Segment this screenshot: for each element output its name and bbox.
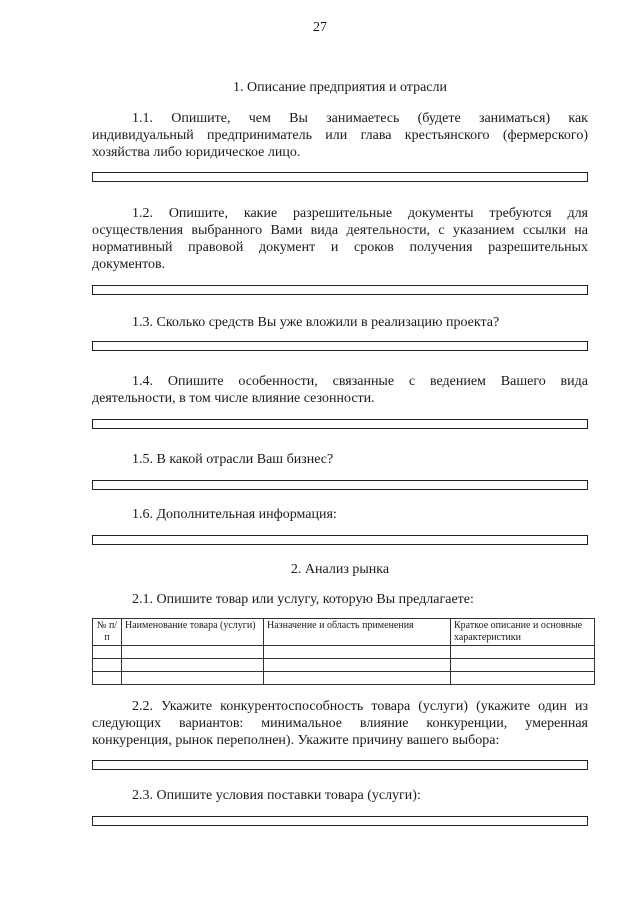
answer-box-1-4[interactable] [92,419,588,429]
table-cell[interactable] [264,672,451,685]
question-1-4: 1.4. Опишите особенности, связанные с ведением Вашего вида деятельности, в том числе влияние сезонности. [92,374,588,406]
table-cell[interactable] [93,659,122,672]
table-cell[interactable] [451,646,595,659]
header-description: Краткое описание и основные характеристики [451,619,595,646]
answer-box-2-3[interactable] [92,816,588,826]
table-row [93,646,595,659]
table-row [93,672,595,685]
answer-box-1-2[interactable] [92,285,588,295]
table-row [93,659,595,672]
question-1-3: 1.3. Сколько средств Вы уже вложили в реализацию проекта? [132,315,500,330]
answer-box-1-6[interactable] [92,535,588,545]
table-cell[interactable] [122,672,264,685]
table-cell[interactable] [93,672,122,685]
question-2-3: 2.3. Опишите условия поставки товара (услуги): [132,788,421,803]
question-1-2: 1.2. Опишите, какие разрешительные документы требуются для осуществления выбранного Вами вида деятельности, с указанием ссылки на нормативный правовой документ и сроков получения разрешительных документов. [92,206,588,272]
page-number: 27 [313,20,327,35]
table-cell[interactable] [264,646,451,659]
question-1-6: 1.6. Дополнительная информация: [132,507,337,522]
table-cell[interactable] [264,659,451,672]
section-2-heading: 2. Анализ рынка [290,562,390,577]
question-1-5: 1.5. В какой отрасли Ваш бизнес? [132,452,334,467]
question-1-1: 1.1. Опишите, чем Вы занимаетесь (будете заниматься) как индивидуальный предприниматель или глава крестьянского (фермерского) хозяйства либо юридическое лицо. [92,111,588,160]
header-purpose: Назначение и область применения [264,619,451,646]
table-cell[interactable] [93,646,122,659]
answer-box-1-1[interactable] [92,172,588,182]
table-cell[interactable] [122,659,264,672]
question-2-1: 2.1. Опишите товар или услугу, которую Вы предлагаете: [132,592,474,607]
header-name: Наименование товара (услуги) [122,619,264,646]
section-1-heading: 1. Описание предприятия и отрасли [232,80,447,95]
header-number: № п/п [93,619,122,646]
goods-table [92,618,595,685]
answer-box-1-3[interactable] [92,341,588,351]
question-2-2: 2.2. Укажите конкурентоспособность товара (услуги) (укажите один из следующих вариантов: минимальное влияние конкуренции, умеренная конкуренция, рынок переполнен). Укажите причину вашего выбора: [92,699,588,748]
table-cell[interactable] [122,646,264,659]
answer-box-1-5[interactable] [92,480,588,490]
table-cell[interactable] [451,672,595,685]
table-cell[interactable] [451,659,595,672]
goods-table-header [93,619,595,646]
answer-box-2-2[interactable] [92,760,588,770]
